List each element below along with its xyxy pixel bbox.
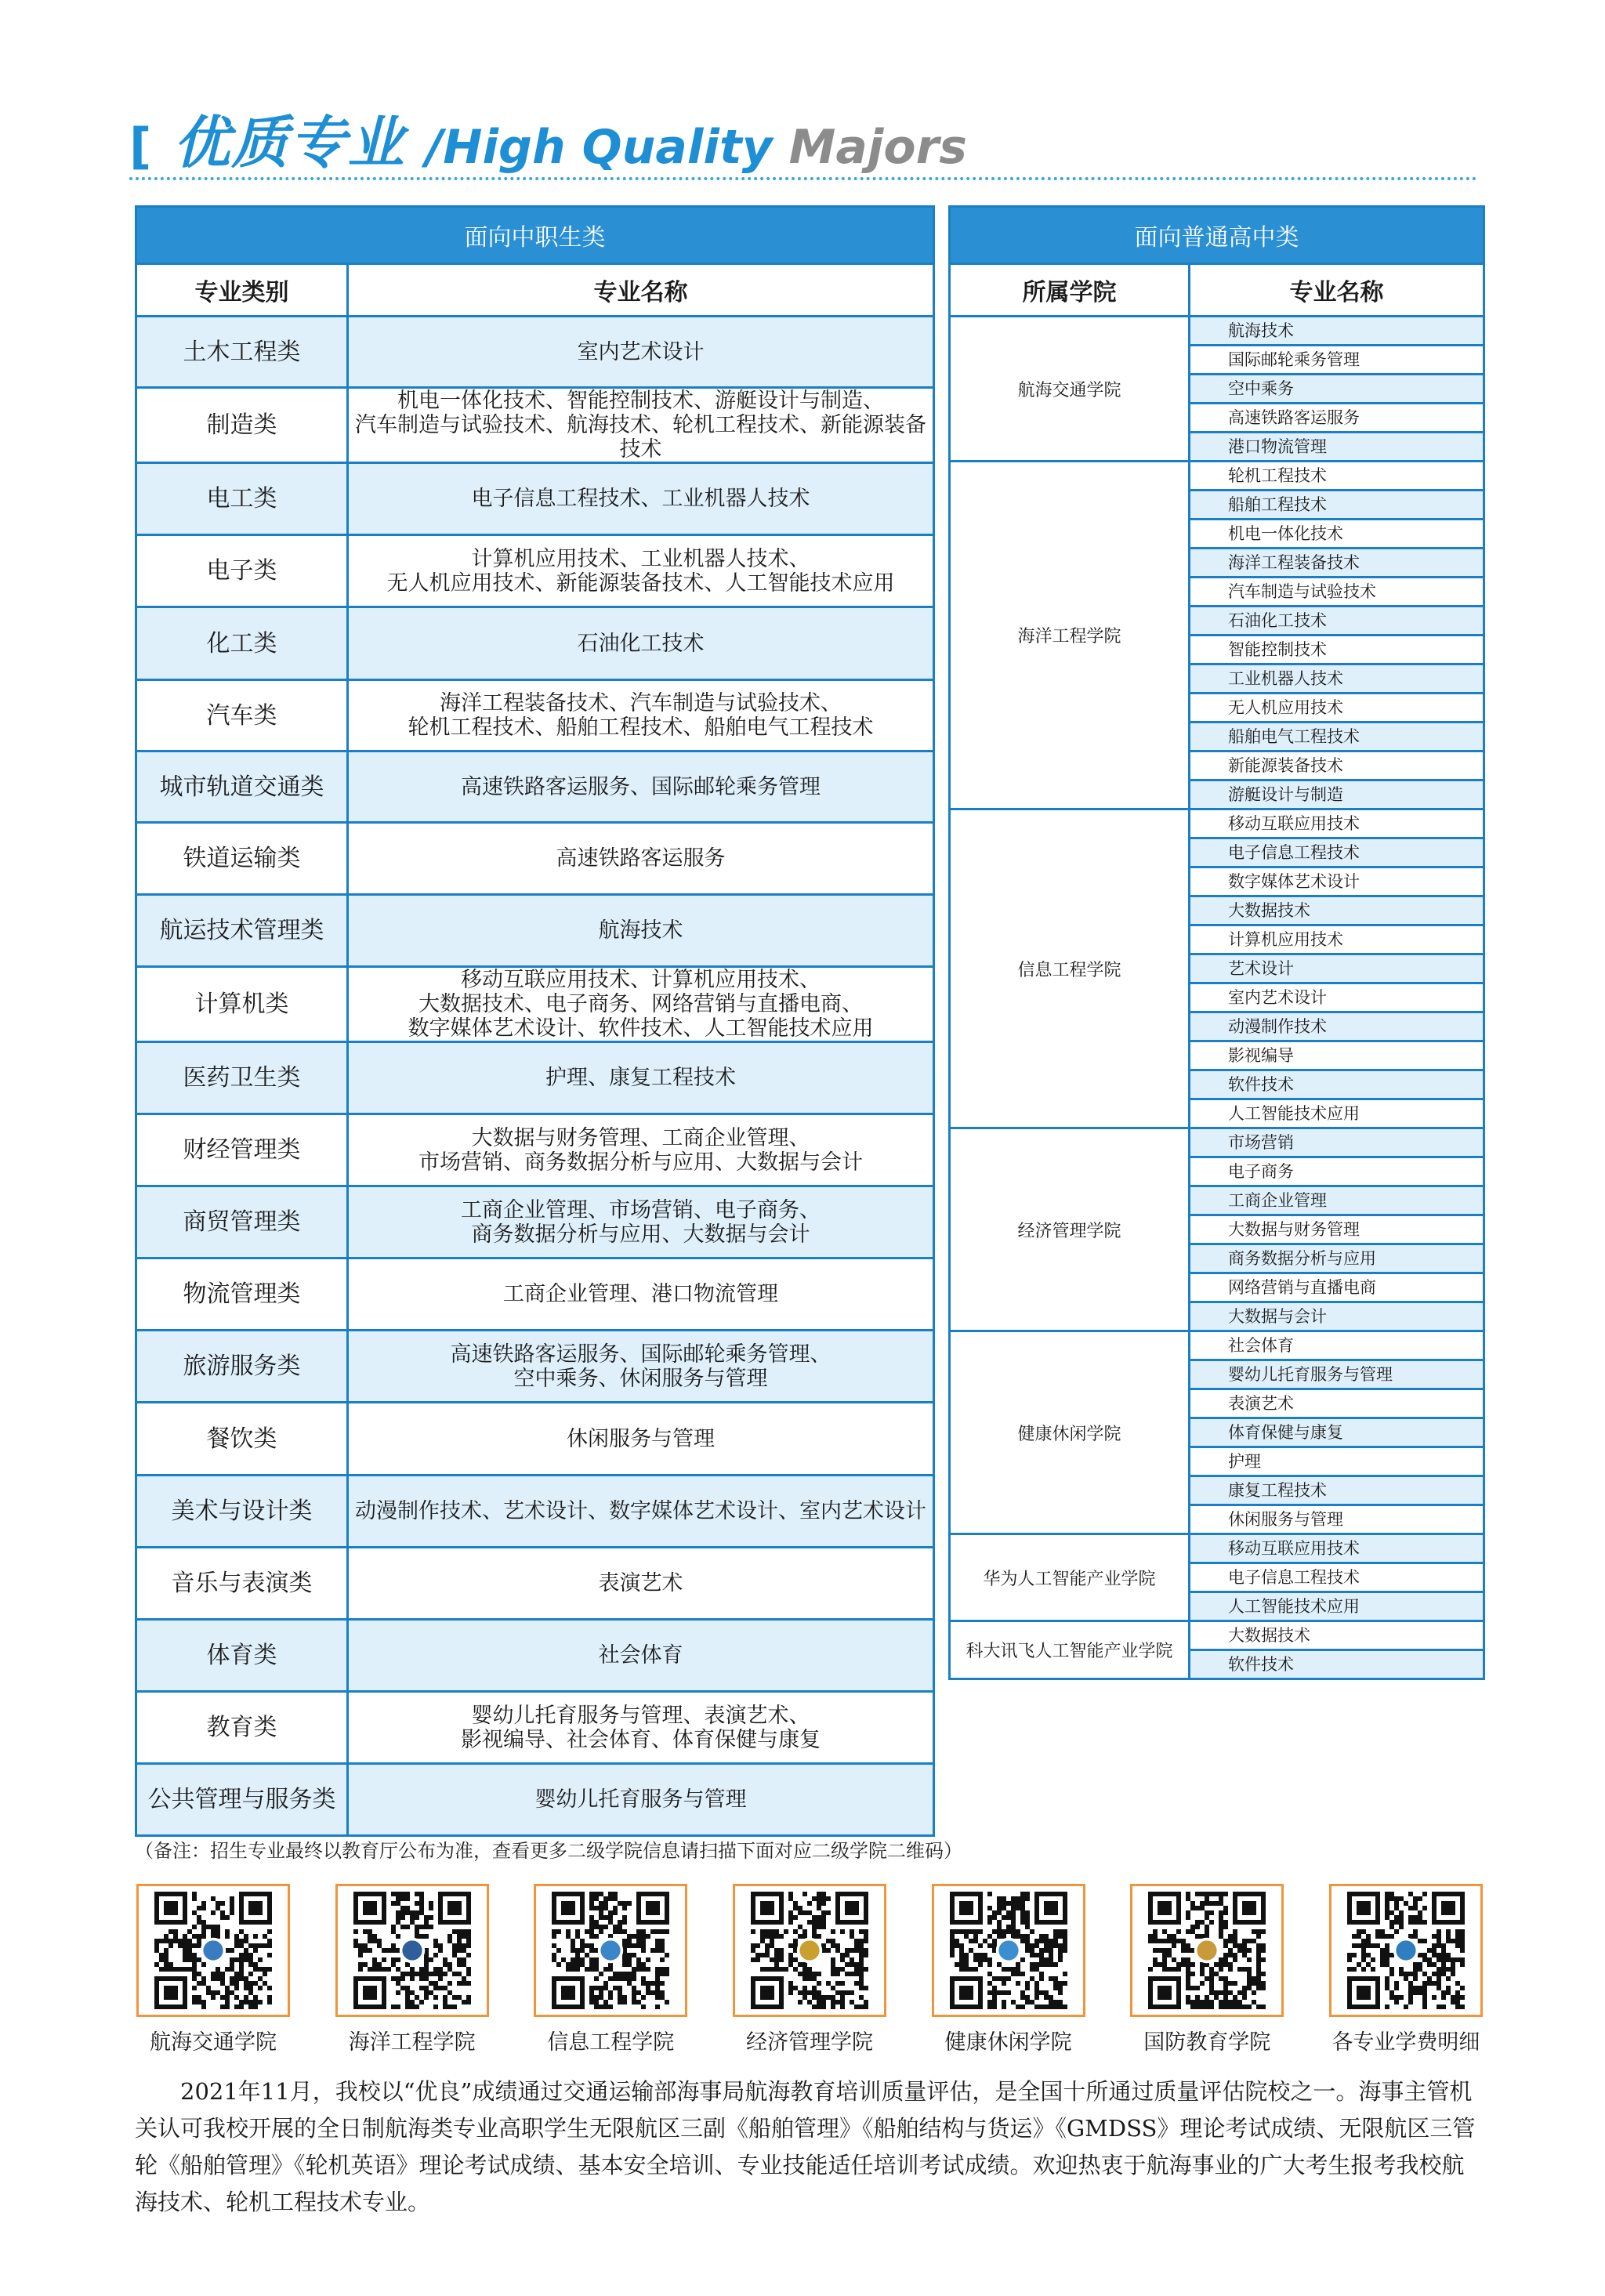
major-category: 公共管理与服务类 [136,1764,348,1836]
table-row [136,535,934,607]
qr-code-item[interactable] [731,1884,888,2056]
qr-code-item[interactable] [532,1884,689,2056]
table-row [136,895,934,967]
qr-code-item[interactable] [1328,1884,1484,2056]
major-names: 婴幼儿托育服务与管理、表演艺术、 影视编导、社会体育、体育保健与康复 [348,1692,934,1764]
qr-code-icon [154,1892,272,2009]
major-category: 音乐与表演类 [136,1548,348,1620]
column-header-college: 所属学院 [950,264,1190,317]
major-name: 影视编导 [1190,1041,1484,1070]
major-names: 室内艺术设计 [348,317,934,388]
college-name: 科大讯飞人工智能产业学院 [950,1621,1190,1679]
major-name: 移动互联应用技术 [1190,809,1484,838]
qr-code-frame [335,1884,489,2017]
major-names: 表演艺术 [348,1548,934,1620]
major-name: 电子信息工程技术 [1190,1563,1484,1592]
column-header-category: 专业类别 [136,264,348,317]
qr-code-item[interactable] [930,1884,1087,2056]
major-category: 城市轨道交通类 [136,751,348,823]
major-name: 港口物流管理 [1190,433,1484,462]
college-name: 信息工程学院 [950,809,1190,1128]
major-names: 海洋工程装备技术、汽车制造与试验技术、 轮机工程技术、船舶工程技术、船舶电气工程技术 [348,680,934,751]
major-name: 电子商务 [1190,1157,1484,1186]
major-names: 动漫制作技术、艺术设计、数字媒体艺术设计、室内艺术设计 [348,1476,934,1548]
qr-code-label: 经济管理学院 [745,2030,873,2055]
qr-code-label: 各专业学费明细 [1331,2030,1480,2055]
qr-code-item[interactable] [334,1884,491,2056]
header-bracket: [ [129,118,152,175]
dotted-divider [129,177,1477,180]
major-category: 财经管理类 [136,1114,348,1186]
major-name: 游艇设计与制造 [1190,780,1484,809]
table-row [950,317,1484,346]
major-name: 移动互联应用技术 [1190,1534,1484,1563]
major-names: 婴幼儿托育服务与管理 [348,1764,934,1836]
qr-code-item[interactable] [135,1884,292,2056]
table-row [950,809,1484,838]
table-row [136,1114,934,1186]
major-name: 市场营销 [1190,1128,1484,1157]
table-row [136,1186,934,1258]
major-names: 休闲服务与管理 [348,1403,934,1476]
major-name: 商务数据分析与应用 [1190,1244,1484,1273]
major-name: 高速铁路客运服务 [1190,404,1484,433]
column-header-major-name: 专业名称 [1190,264,1484,317]
qr-code-frame [932,1884,1085,2017]
qr-code-icon [552,1892,669,2009]
major-names: 高速铁路客运服务、国际邮轮乘务管理、 空中乘务、休闲服务与管理 [348,1331,934,1403]
highschool-majors-table [948,205,1485,1680]
major-name: 社会体育 [1190,1331,1484,1360]
major-category: 计算机类 [136,967,348,1042]
qr-code-item[interactable] [1129,1884,1285,2056]
major-name: 表演艺术 [1190,1389,1484,1418]
major-names: 移动互联应用技术、计算机应用技术、 大数据技术、电子商务、网络营销与直播电商、 数字媒体艺术设计、软件技术、人工智能技术应用 [348,967,934,1042]
qr-code-frame [136,1884,290,2017]
vocational-majors-table [135,205,935,1837]
major-category: 医药卫生类 [136,1042,348,1114]
enrollment-note: （备注：招生专业最终以教育厅公布为准，查看更多二级学院信息请扫描下面对应二级学院二维码） [135,1840,962,1862]
major-names: 工商企业管理、市场营销、电子商务、 商务数据分析与应用、大数据与会计 [348,1186,934,1258]
major-name: 软件技术 [1190,1070,1484,1099]
major-name: 空中乘务 [1190,375,1484,404]
qr-code-row [135,1884,1484,2056]
major-name: 机电一体化技术 [1190,520,1484,549]
table-row [136,1258,934,1331]
table-row [136,751,934,823]
section-title-cn: 优质专业 [173,110,406,176]
title-en-part-1: /High Quality [426,120,773,175]
table-row [950,1128,1484,1157]
major-names: 计算机应用技术、工业机器人技术、 无人机应用技术、新能源装备技术、人工智能技术应用 [348,535,934,607]
major-name: 电子信息工程技术 [1190,838,1484,867]
major-name: 计算机应用技术 [1190,925,1484,954]
table-row [136,1403,934,1476]
table-row [136,1548,934,1620]
major-name: 汽车制造与试验技术 [1190,578,1484,607]
major-name: 船舶电气工程技术 [1190,722,1484,751]
major-name: 智能控制技术 [1190,636,1484,665]
college-name: 航海交通学院 [950,317,1190,462]
major-category: 化工类 [136,607,348,680]
college-name: 华为人工智能产业学院 [950,1534,1190,1621]
table-row [136,823,934,895]
major-category: 餐饮类 [136,1403,348,1476]
major-name: 无人机应用技术 [1190,694,1484,722]
major-name: 工业机器人技术 [1190,665,1484,694]
major-name: 海洋工程装备技术 [1190,549,1484,578]
major-name: 护理 [1190,1447,1484,1476]
intro-paragraph: 2021年11月，我校以“优良”成绩通过交通运输部海事局航海教育培训质量评估，是全国十所通过质量评估院校之一。海事主管机关认可我校开展的全日制航海类专业高职学生无限航区三副《船舶管理》《船舶结构与货运》《GMDSS》理论考试成绩、无限航区三管轮《船舶管理》《轮机英语》理论考试成绩、基本安全培训、专业技能适任培训考试成绩。欢迎热衷于航海事业的广大考生报考我校航海技术、轮机工程技术专业。 [135,2078,1476,2215]
table-row [950,462,1484,491]
major-category: 体育类 [136,1620,348,1692]
table-row [136,1331,934,1403]
major-names: 大数据与财务管理、工商企业管理、 市场营销、商务数据分析与应用、大数据与会计 [348,1114,934,1186]
table-row [136,607,934,680]
qr-code-icon [751,1892,868,2009]
table-row [950,1331,1484,1360]
table-row [136,463,934,535]
major-name: 康复工程技术 [1190,1476,1484,1505]
major-names: 高速铁路客运服务、国际邮轮乘务管理 [348,751,934,823]
major-category: 美术与设计类 [136,1476,348,1548]
college-name: 健康休闲学院 [950,1331,1190,1534]
major-name: 软件技术 [1190,1650,1484,1679]
major-category: 电子类 [136,535,348,607]
qr-code-frame [1130,1884,1284,2017]
table-row [136,967,934,1042]
section-title-en [426,120,967,175]
major-names: 社会体育 [348,1620,934,1692]
major-names: 护理、康复工程技术 [348,1042,934,1114]
table-row [136,1692,934,1764]
major-names: 高速铁路客运服务 [348,823,934,895]
qr-code-frame [1329,1884,1483,2017]
major-name: 轮机工程技术 [1190,462,1484,491]
qr-code-icon [950,1892,1067,2009]
major-name: 动漫制作技术 [1190,1012,1484,1041]
major-name: 婴幼儿托育服务与管理 [1190,1360,1484,1389]
major-name: 石油化工技术 [1190,607,1484,636]
table-row [950,1621,1484,1650]
major-category: 制造类 [136,388,348,463]
major-category: 铁道运输类 [136,823,348,895]
qr-code-icon [353,1892,471,2009]
major-category: 教育类 [136,1692,348,1764]
major-category: 航运技术管理类 [136,895,348,967]
qr-code-icon [1347,1892,1465,2009]
major-names: 电子信息工程技术、工业机器人技术 [348,463,934,535]
major-names: 石油化工技术 [348,607,934,680]
title-en-part-2: Majors [788,120,967,175]
major-names: 机电一体化技术、智能控制技术、游艇设计与制造、 汽车制造与试验技术、航海技术、轮机工程技术、新能源装备技术 [348,388,934,463]
table-row [136,1764,934,1836]
highschool-table-title: 面向普通高中类 [950,207,1484,264]
qr-code-icon [1148,1892,1266,2009]
major-name: 人工智能技术应用 [1190,1099,1484,1128]
major-name: 人工智能技术应用 [1190,1592,1484,1621]
qr-code-label: 国防教育学院 [1143,2030,1271,2055]
qr-code-frame [733,1884,886,2017]
major-name: 大数据与会计 [1190,1302,1484,1331]
major-names: 航海技术 [348,895,934,967]
major-name: 休闲服务与管理 [1190,1505,1484,1534]
major-category: 旅游服务类 [136,1331,348,1403]
major-name: 体育保健与康复 [1190,1418,1484,1447]
major-category: 商贸管理类 [136,1186,348,1258]
major-category: 土木工程类 [136,317,348,388]
table-row [136,1620,934,1692]
major-name: 新能源装备技术 [1190,751,1484,780]
major-category: 物流管理类 [136,1258,348,1331]
table-row [136,388,934,463]
major-category: 汽车类 [136,680,348,751]
college-name: 经济管理学院 [950,1128,1190,1331]
major-name: 网络营销与直播电商 [1190,1273,1484,1302]
table-row [136,317,934,388]
qr-code-label: 信息工程学院 [547,2030,675,2055]
qr-code-label: 海洋工程学院 [348,2030,476,2055]
major-name: 艺术设计 [1190,954,1484,983]
section-header [129,108,1477,176]
major-category: 电工类 [136,463,348,535]
qr-code-label: 健康休闲学院 [944,2030,1072,2055]
major-name: 大数据与财务管理 [1190,1215,1484,1244]
major-name: 数字媒体艺术设计 [1190,867,1484,896]
college-name: 海洋工程学院 [950,462,1190,809]
table-row [950,1534,1484,1563]
major-names: 工商企业管理、港口物流管理 [348,1258,934,1331]
major-name: 工商企业管理 [1190,1186,1484,1215]
table-row [136,1476,934,1548]
major-name: 航海技术 [1190,317,1484,346]
table-row [136,680,934,751]
column-header-major-name: 专业名称 [348,264,934,317]
major-name: 大数据技术 [1190,896,1484,925]
major-name: 大数据技术 [1190,1621,1484,1650]
qr-code-label: 航海交通学院 [150,2030,277,2055]
table-row [136,1042,934,1114]
qr-code-frame [534,1884,687,2017]
major-name: 室内艺术设计 [1190,983,1484,1012]
major-name: 船舶工程技术 [1190,491,1484,520]
major-name: 国际邮轮乘务管理 [1190,346,1484,375]
vocational-table-title: 面向中职生类 [136,207,934,264]
